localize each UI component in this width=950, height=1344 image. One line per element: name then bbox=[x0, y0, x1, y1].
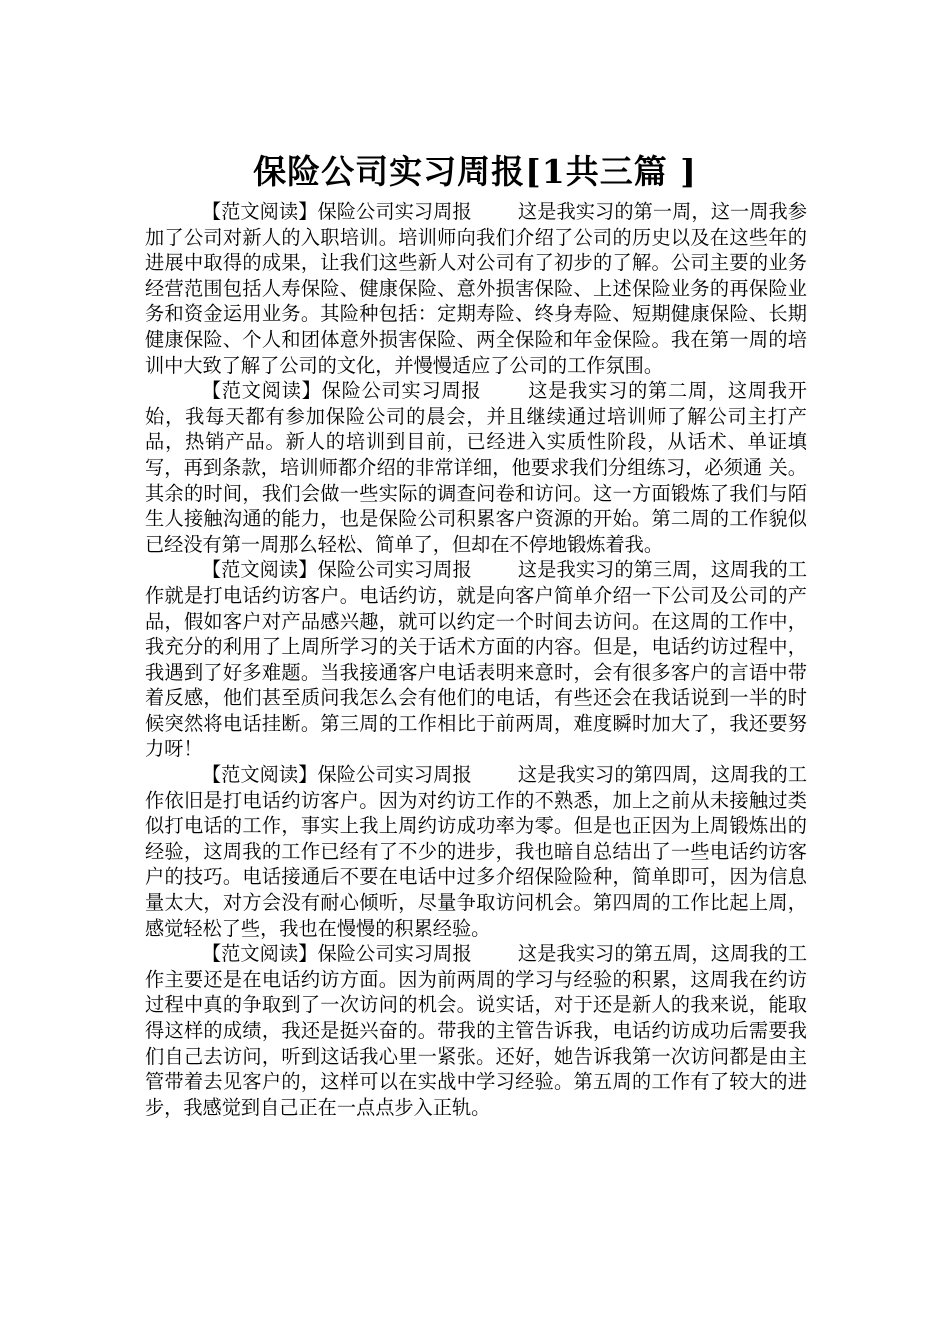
paragraph-week-3 bbox=[145, 557, 807, 762]
paragraph-text: 这是我实习的第二周，这周我开始，我每天都有参加保险公司的晨会，并且继续通过培训师了解公司主打产品，热销产品。新人的培训到目前，已经进入实质性阶段，从话术、单证填写，再到条款，培训师都介绍的非常详细，他要求我们分组练习，必须通 关。其余的时间，我们会做一些实际的调查问卷和访问。这一方面锻炼了我们与陌生人接触沟通的能力，也是保险公司积累客户资源的开始。第二周的工作貌似已经没有第一周那么轻松、简单了，但却在不停地锻炼着我。 bbox=[145, 379, 807, 556]
document-title: 保险公司实习周报[1共三篇 ] bbox=[253, 152, 697, 192]
paragraph-text: 这是我实习的第三周，这周我的工作就是打电话约访客户。电话约访，就是向客户简单介绍一下公司及公司的产品，假如客户对产品感兴趣，就可以约定一个时间去访问。在这周的工作中，我充分的利用了上周所学习的关于话术方面的内容。但是，电话约访过程中，我遇到了好多难题。当我接通客户电话表明来意时，会有很多客户的言语中带着反感，他们甚至质问我怎么会有他们的电话，有些还会在我话说到一半的时候突然将电话挂断。第三周的工作相比于前两周，难度瞬时加大了，我还要努力呀！ bbox=[145, 558, 808, 761]
paragraph-prefix: 【范文阅读】保险公司实习周报 bbox=[201, 558, 472, 582]
paragraph-prefix: 【范文阅读】保险公司实习周报 bbox=[201, 763, 472, 787]
paragraph-prefix: 【范文阅读】保险公司实习周报 bbox=[201, 942, 472, 966]
paragraph-prefix: 【范文阅读】保险公司实习周报 bbox=[201, 379, 482, 403]
paragraph-week-2 bbox=[145, 378, 807, 557]
paragraph-text: 这是我实习的第一周，这一周我参加了公司对新人的入职培训。培训师向我们介绍了公司的历史以及在这些年的进展中取得的成果，让我们这些新人对公司有了初步的了解。公司主要的业务经营范围包括人寿保险、健康保险、意外损害保险、上述保险业务的再保险业务和资金运用业务。其险种包括：定期寿险、终身寿险、短期健康保险、长期健康保险、个人和团体意外损害保险、两全保险和年金保险。我在第一周的培训中大致了解了公司的文化，并慢慢适应了公司的工作氛围。 bbox=[145, 200, 808, 377]
paragraph-week-5 bbox=[145, 941, 807, 1120]
paragraph-week-1 bbox=[145, 199, 807, 378]
document-body bbox=[145, 199, 807, 1120]
paragraph-text: 这是我实习的第五周，这周我的工作主要还是在电话约访方面。因为前两周的学习与经验的积累，这周我在约访过程中真的争取到了一次访问的机会。说实话，对于还是新人的我来说，能取得这样的成绩，我还是挺兴奋的。带我的主管告诉我，电话约访成功后需要我们自己去访问，听到这话我心里一紧张。还好，她告诉我第一次访问都是由主管带着去见客户的，这样可以在实战中学习经验。第五周的工作有了较大的进步，我感觉到自己正在一点点步入正轨。 bbox=[145, 942, 808, 1119]
paragraph-text: 这是我实习的第四周，这周我的工作依旧是打电话约访客户。因为对约访工作的不熟悉，加上之前从未接触过类似打电话的工作，事实上我上周约访成功率为零。但是也正因为上周锻炼出的经验，这周我的工作已经有了不少的进步，我也暗自总结出了一些电话约访客户的技巧。电话接通后不要在电话中过多介绍保险险种，简单即可，因为信息量太大，对方会没有耐心倾听，尽量争取访问机会。第四周的工作比起上周，感觉轻松了些，我也在慢慢的积累经验。 bbox=[145, 763, 808, 940]
paragraph-week-4 bbox=[145, 762, 807, 941]
paragraph-prefix: 【范文阅读】保险公司实习周报 bbox=[201, 200, 472, 223]
